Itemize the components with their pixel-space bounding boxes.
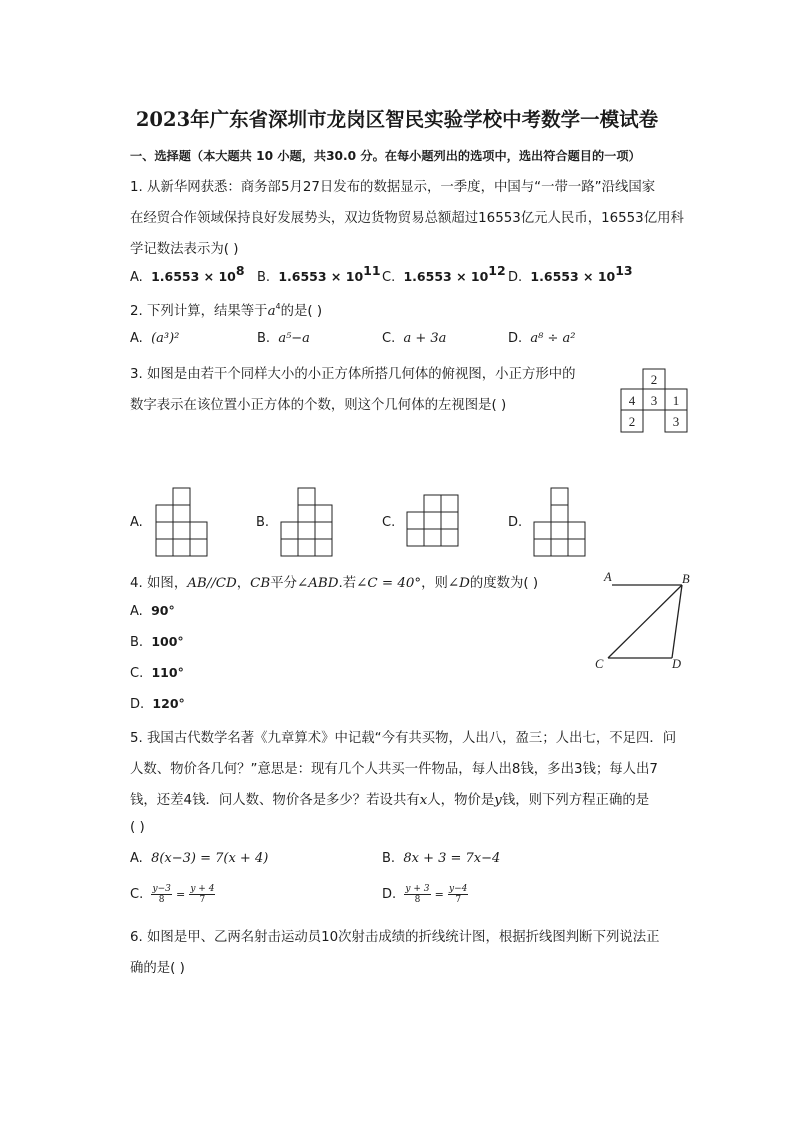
option-value: (a³)² <box>151 331 180 346</box>
q4-option-b[interactable] <box>130 634 184 650</box>
q5-option-b[interactable] <box>382 851 500 866</box>
fraction: $\frac{y + 3}{8}$ <box>405 884 430 905</box>
q1-line-2: 在经贸合作领域保持良好发展势头，双边货物贸易总额超过16553亿元人民币，16553亿用科 <box>130 211 684 226</box>
q3-option-d[interactable]: D. <box>508 515 523 530</box>
option-value: 100° <box>151 634 184 649</box>
q1-option-a[interactable] <box>130 262 245 285</box>
grid-number: 2 <box>628 414 636 429</box>
q5-line-2: 人数、物价各几何？”意思是：现有几个人共买一件物品，每人出8钱，多出3钱；每人出7 <box>130 762 658 777</box>
q4-math: ∠D <box>447 576 470 591</box>
q3-option-b[interactable]: B. <box>256 515 270 530</box>
q4-text: 4. 如图， <box>130 576 188 591</box>
q4-math: AB//CD <box>187 576 237 591</box>
section-heading: 一、选择题（本大题共 10 小题，共30.0 分。在每小题列出的选项中，选出符合题目的一项） <box>130 149 641 163</box>
point-label: D <box>672 657 682 671</box>
q5-text: 钱，还差4钱．问人数、物价各是多少？若设共有 <box>130 793 420 808</box>
option-value: 90° <box>151 603 175 618</box>
option-label: C. <box>382 331 396 346</box>
option-label: B. <box>382 851 396 866</box>
option-exponent: 11 <box>363 262 381 278</box>
q4-option-c[interactable] <box>130 665 184 681</box>
q3-line-2: 数字表示在该位置小正方体的个数，则这个几何体的左视图是( ) <box>130 398 507 413</box>
q2-option-d[interactable] <box>508 331 576 346</box>
q2-option-b[interactable] <box>257 331 310 346</box>
q5-line-1: 5. 我国古代数学名著《九章算术》中记载“今有共买物，人出八，盈三；人出七，不足四．问 <box>130 731 677 746</box>
q4-text: ， <box>236 576 251 591</box>
point-label: B <box>682 572 690 586</box>
option-value: 110° <box>151 665 184 680</box>
option-label: A. <box>130 270 143 285</box>
q4-text: 平分 <box>270 576 297 591</box>
q5-var-x: x <box>419 793 428 808</box>
q2-option-a[interactable] <box>130 331 179 346</box>
option-label: C. <box>130 887 144 902</box>
q5-option-a[interactable] <box>130 851 268 866</box>
q4-option-a[interactable] <box>130 603 175 619</box>
page-title: 2023年广东省深圳市龙岗区智民实验学校中考数学一模试卷 <box>135 108 659 131</box>
grid-number: 4 <box>628 393 636 408</box>
q4-geometry-figure <box>590 566 705 676</box>
q5-option-d[interactable] <box>382 884 468 905</box>
option-label: A. <box>130 604 143 619</box>
grid-number: 3 <box>672 414 680 429</box>
grid-number: 2 <box>650 372 658 387</box>
q3-option-c-figure <box>406 494 461 548</box>
option-label: D. <box>508 331 523 346</box>
q1-option-b[interactable] <box>257 262 381 285</box>
option-label: C. <box>382 270 396 285</box>
q4-text: 的度数为( ) <box>469 576 539 591</box>
option-value: 8x + 3 = 7x−4 <box>403 851 501 866</box>
q5-var-y: y <box>494 793 502 808</box>
option-value: 1.6553 × 10 <box>530 269 616 284</box>
q1-option-d[interactable] <box>508 262 633 285</box>
option-value: 1.6553 × 10 <box>278 269 364 284</box>
option-label: A. <box>130 331 143 346</box>
q5-line-4: ( ) <box>130 820 145 835</box>
q5-option-c[interactable] <box>130 884 215 905</box>
option-value: a⁸ ÷ a² <box>530 331 576 346</box>
option-label: A. <box>130 851 143 866</box>
q1-option-c[interactable] <box>382 262 506 285</box>
q5-text: 钱，则下列方程正确的是 <box>501 793 650 808</box>
grid-number: 3 <box>650 393 658 408</box>
q5-line-3 <box>130 789 649 808</box>
q2-text-pre: 2. 下列计算，结果等于 <box>130 304 268 319</box>
q1-line-3: 学记数法表示为( ) <box>130 242 239 257</box>
q2-var: a <box>267 304 276 319</box>
grid-number: 1 <box>672 393 680 408</box>
equals-sign: = <box>434 888 444 901</box>
q3-line-1: 3. 如图是由若干个同样大小的小正方体所搭几何体的俯视图，小正方形中的 <box>130 367 576 382</box>
equals-sign: = <box>175 888 186 901</box>
option-value: 1.6553 × 10 <box>151 269 236 284</box>
option-label: D. <box>508 270 523 285</box>
option-label: B. <box>257 270 271 285</box>
q4-math: ∠C = 40° <box>356 576 422 591</box>
q2-exp: 4 <box>275 301 281 311</box>
option-label: B. <box>257 331 271 346</box>
option-exponent: 13 <box>615 262 633 278</box>
line-bc <box>608 585 682 658</box>
q2-line-1 <box>130 300 322 319</box>
option-label: B. <box>130 635 144 650</box>
q4-option-d[interactable] <box>130 696 185 712</box>
q5-text: 人，物价是 <box>427 793 495 808</box>
q6-line-2: 确的是( ) <box>130 961 185 976</box>
q4-math: ∠ABD <box>297 576 339 591</box>
fraction: $\frac{y-3}{8}$ <box>152 884 171 905</box>
option-value: a⁵−a <box>278 331 310 346</box>
option-value: 120° <box>152 696 185 711</box>
q3-option-a-figure <box>155 487 210 557</box>
q2-text-post: 的是( ) <box>280 304 323 319</box>
q3-option-c[interactable]: C. <box>382 515 396 530</box>
option-exponent: 12 <box>488 262 506 278</box>
line-bd <box>672 585 682 658</box>
option-value: 8(x−3) = 7(x + 4) <box>151 851 269 866</box>
point-label: C <box>595 657 604 671</box>
fraction: $\frac{y + 4}{7}$ <box>190 884 215 905</box>
option-value: a + 3a <box>403 331 447 346</box>
q2-option-c[interactable] <box>382 331 446 346</box>
q3-top-view-figure <box>618 367 692 437</box>
q1-line-1: 1. 从新华网获悉：商务部5月27日发布的数据显示，一季度，中国与“一带一路”沿线国家 <box>130 180 656 195</box>
option-label: C. <box>130 666 144 681</box>
option-label: D. <box>130 697 145 712</box>
q4-text: ，则 <box>421 576 448 591</box>
q3-option-a[interactable]: A. <box>130 515 143 530</box>
q4-math: CB <box>250 576 271 591</box>
option-value: 1.6553 × 10 <box>403 269 489 284</box>
q4-text: .若 <box>338 576 357 591</box>
q6-line-1: 6. 如图是甲、乙两名射击运动员10次射击成绩的折线统计图，根据折线图判断下列说法正 <box>130 930 660 945</box>
option-label: D. <box>382 887 397 902</box>
option-exponent: 8 <box>235 262 245 278</box>
fraction: $\frac{y-4}{7}$ <box>449 884 468 905</box>
q3-option-b-figure <box>280 487 335 557</box>
q4-line-1 <box>130 572 538 591</box>
point-label: A <box>604 570 612 584</box>
q3-option-d-figure <box>533 487 588 557</box>
